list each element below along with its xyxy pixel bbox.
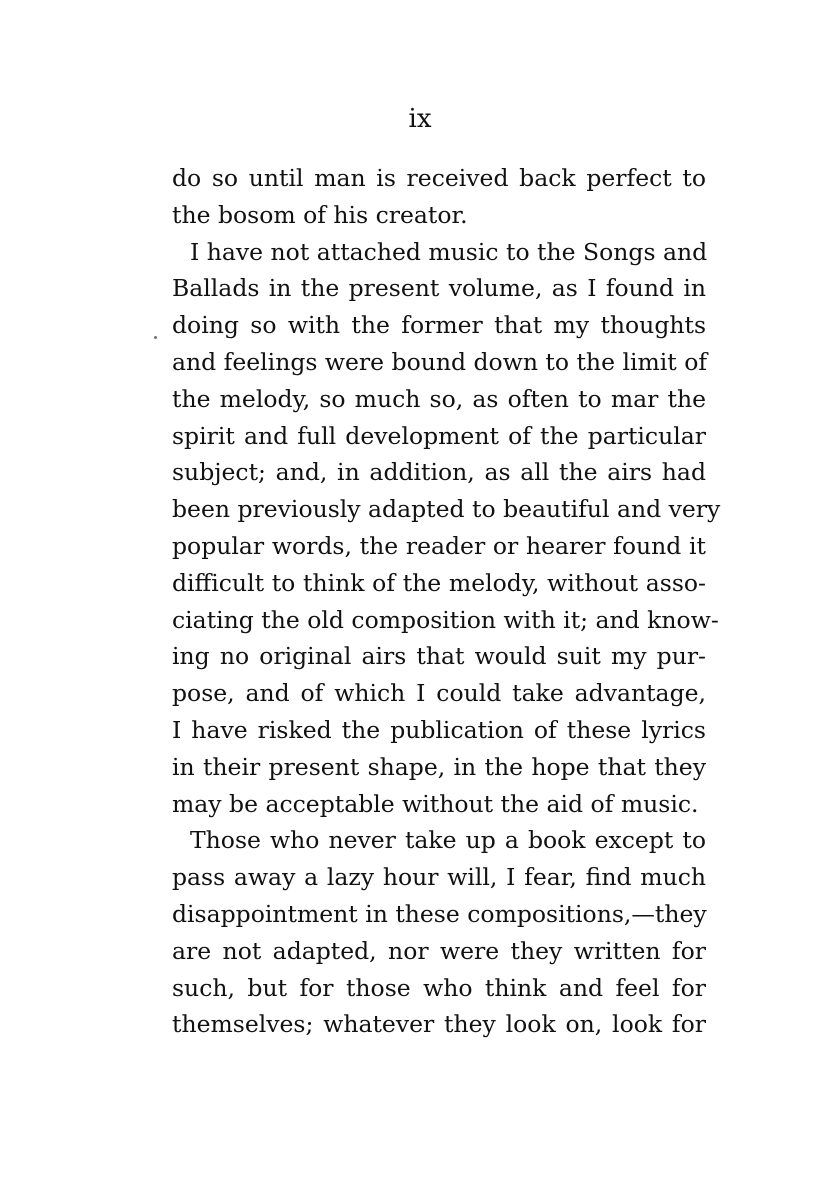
text-line: the bosom of his creator.: [172, 200, 468, 229]
page-number: ix: [408, 104, 432, 134]
text-line: pass away a lazy hour will, I fear, find much: [172, 863, 706, 892]
text-line: been previously adapted to beautiful and very: [172, 495, 721, 524]
text-line: the melody, so much so, as often to mar the: [172, 384, 706, 413]
text-line: I have not attached music to the Songs and: [190, 237, 708, 266]
text-line: ing no original airs that would suit my pur-: [172, 642, 706, 671]
text-line: and feelings were bound down to the limit of: [172, 347, 708, 376]
text-line: pose, and of which I could take advantage,: [172, 679, 706, 708]
text-line: may be acceptable without the aid of music.: [172, 789, 699, 818]
text-line: themselves; whatever they look on, look for: [172, 1010, 706, 1039]
text-line: Those who never take up a book except to: [190, 826, 706, 855]
text-line: do so until man is received back perfect to: [172, 164, 706, 192]
text-line: I have risked the publication of these lyrics: [172, 715, 706, 744]
text-line: popular words, the reader or hearer found it: [172, 531, 706, 560]
text-block: [172, 160, 721, 1043]
text-line: such, but for those who think and feel for: [172, 973, 706, 1002]
text-line: are not adapted, nor were they written for: [172, 936, 706, 965]
text-line: ciating the old composition with it; and know-: [172, 605, 719, 634]
text-line: doing so with the former that my thoughts: [172, 311, 706, 340]
text-line: subject; and, in addition, as all the airs had: [172, 458, 706, 487]
text-line: disappointment in these compositions,—they: [172, 899, 707, 928]
text-line: in their present shape, in the hope that they: [172, 752, 706, 781]
stray-ink-mark: [154, 336, 157, 339]
text-line: difficult to think of the melody, without asso-: [172, 568, 706, 597]
text-line: spirit and full development of the particular: [172, 421, 706, 450]
text-line: Ballads in the present volume, as I found in: [172, 274, 706, 303]
